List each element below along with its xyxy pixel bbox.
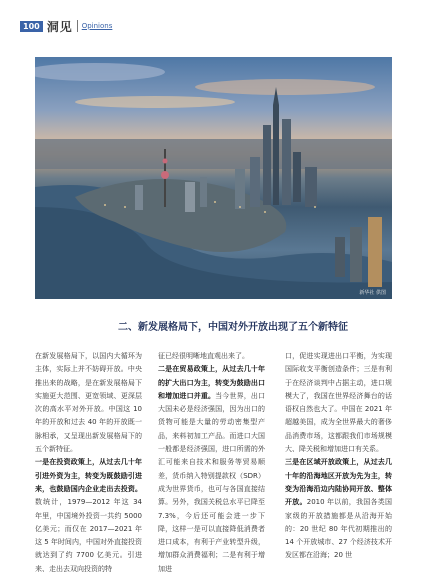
text-column-2 (158, 350, 265, 576)
header-divider (77, 20, 78, 32)
paragraph (285, 456, 392, 562)
paragraph: 口，促进实现进出口平衡，为实现国际收支平衡创造条件；三是有利于在经济谈判中占据主动，进口规模大了，我国在世界经济舞台的话语权自然也大了。中国在 2021 年超越美国，成为全世界最大的奢侈品消费市场，这都跟我们市场规模大、降关税和增加进口有关系。 (285, 352, 392, 454)
paragraph: 在新发展格局下，以国内大循环为主体，实际上并不妨碍开放。中央推出来的战略，是在新发展格局下实施更大范围、更宽领域、更深层次的高水平对外开放。中国这 10 年的开放和过去 40 年的开放既一脉相承，又呈现出新发展格局下的五个新特征。 (35, 352, 142, 454)
paragraph: 征已经很明晰地直观出来了。 (158, 352, 249, 360)
text-column-3 (285, 350, 392, 563)
subsection-en: Opinions (81, 21, 113, 30)
page-number: 100 (20, 21, 43, 32)
paragraph (35, 456, 142, 576)
skyline-icon (35, 57, 392, 299)
article-headline: 二、新发展格局下，中国对外开放出现了五个新特征 (118, 322, 348, 333)
subsection (82, 23, 113, 30)
paragraph (158, 363, 265, 576)
text-column-1 (35, 350, 142, 576)
bold-lead: 三是在区域开放政策上，从过去几十年的沿海地区开放为先为主，转变为沿海沿边内陆协同开放、整体开放。 (285, 458, 392, 507)
city-photo (35, 57, 392, 299)
page-header (20, 19, 112, 33)
bold-lead: 一是在投资政策上，从过去几十年引进外资为主，转变为既鼓励引进来，也鼓励国内企业走出去投资。 (35, 458, 142, 493)
paragraph-body: 数统计，1979—2012 年这 34 年里，中国境外投资一共约 5000 亿美元；而仅在 2017—2021 年这 5 年时间内，中国对外直接投资就达到了约 7700 亿美元。引进来、走出去双向投资的特 (35, 498, 142, 573)
paragraph-body: 当今世界，出口大国未必是经济强国，因为出口的货物可能是大量的劳动密集型产品，来料初加工产品。而进口大国一般都是经济强国，进口所需的外汇可能来自技术和服务等贸易顺差，货币纳入特别提款权（SDR）成为世界货币，也可与各国直接结算。另外，我国关税总水平已降至 7.3%，今后还可能会进一步下降，这样一是可以直接降低消费者进口成本，有利于产业转型升级，增加群众消费福利；二是有利于增加进 (158, 391, 266, 573)
bold-lead: 二是在贸易政策上，从过去几十年的扩大出口为主，转变为鼓励出口和增加进口并重。 (158, 365, 265, 400)
photo-credit: 新华社 供图 (359, 290, 386, 296)
section-title: 洞见 (46, 19, 73, 34)
paragraph-body: 2010 年以前，我国各类国家级的开放措施都是从沿海开始的：20 世纪 80 年代初期推出的 14 个开放城市、27 个经济技术开发区都在沿海；20 世 (285, 498, 393, 560)
